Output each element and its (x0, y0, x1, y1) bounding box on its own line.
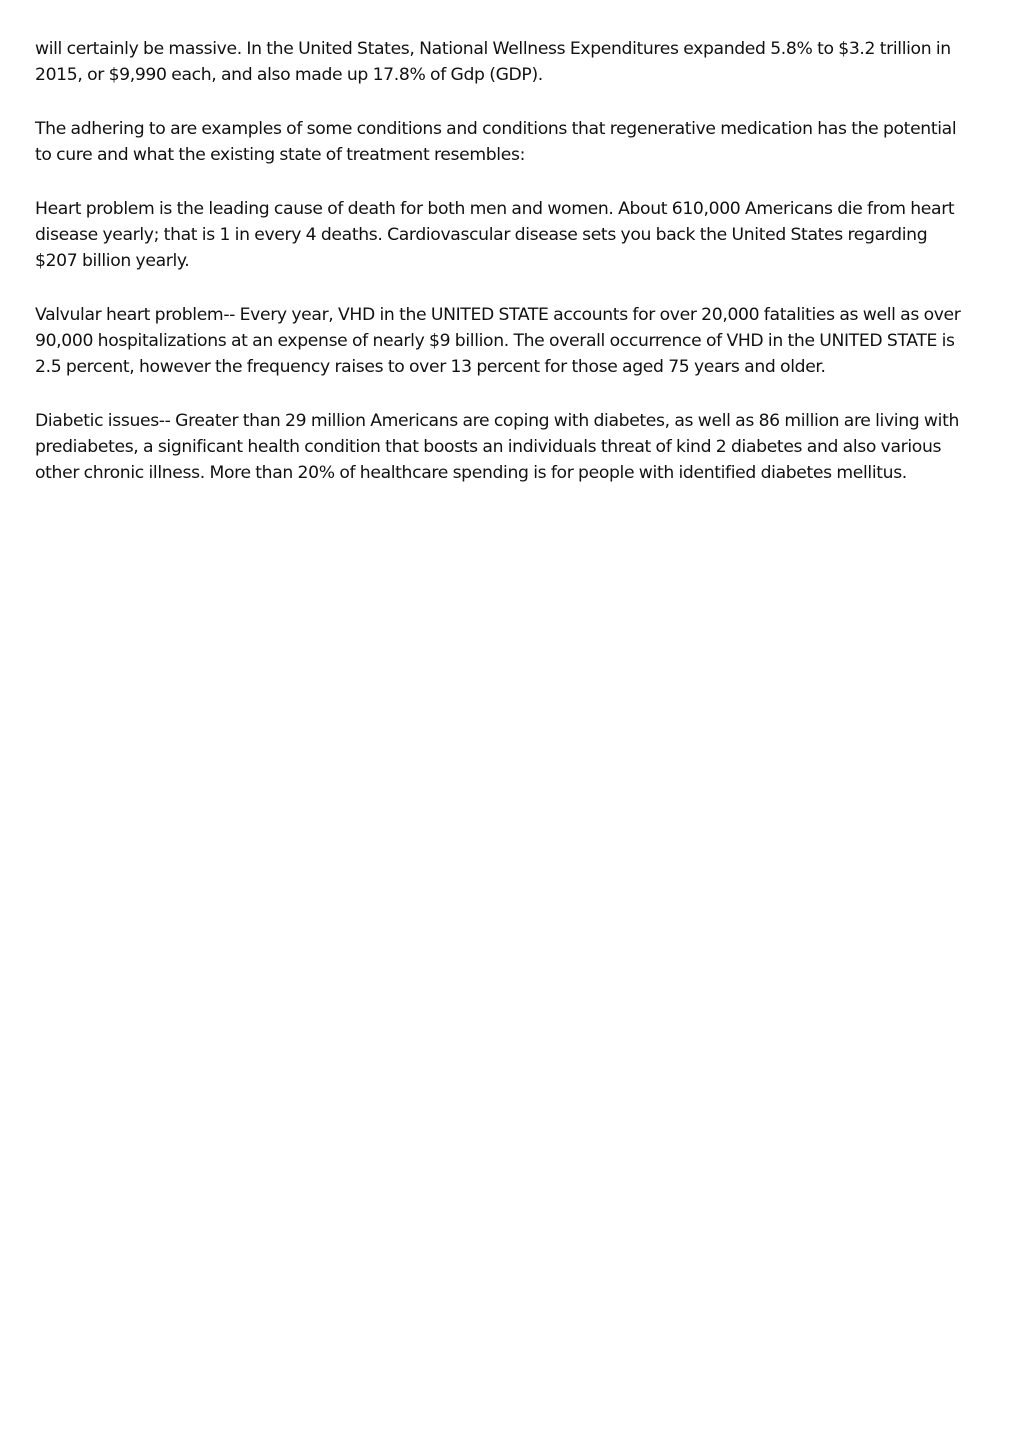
paragraph-heart-disease: Heart problem is the leading cause of death for both men and women. About 610,000 Americans die from heart disease yearly; that is 1 in every 4 deaths. Cardiovascular disease sets you back the United States regarding $207 billion yearly. (35, 199, 955, 271)
paragraph-valvular-heart-disease: Valvular heart problem-- Every year, VHD in the UNITED STATE accounts for over 20,000 fatalities as well as over 90,000 hospitalizations at an expense of nearly $9 billion. The overall occurrence of VHD in the UNITED STATE is 2.5 percent, however the frequency raises to over 13 percent for those aged 75 years and older. (35, 305, 961, 377)
paragraph-diabetes: Diabetic issues-- Greater than 29 million Americans are coping with diabetes, as well as 86 million are living with prediabetes, a significant health condition that boosts an individuals threat of kind 2 diabetes and also various other chronic illness. More than 20% of healthcare spending is for people with identified diabetes mellitus. (35, 411, 960, 483)
paragraph-intro-conditions: The adhering to are examples of some conditions and conditions that regenerative medication has the potential to cure and what the existing state of treatment resembles: (35, 119, 957, 165)
paragraph-health-expenditures: will certainly be massive. In the United States, National Wellness Expenditures expanded 5.8% to $3.2 trillion in 2015, or $9,990 each, and also made up 17.8% of Gdp (GDP). (35, 39, 951, 85)
